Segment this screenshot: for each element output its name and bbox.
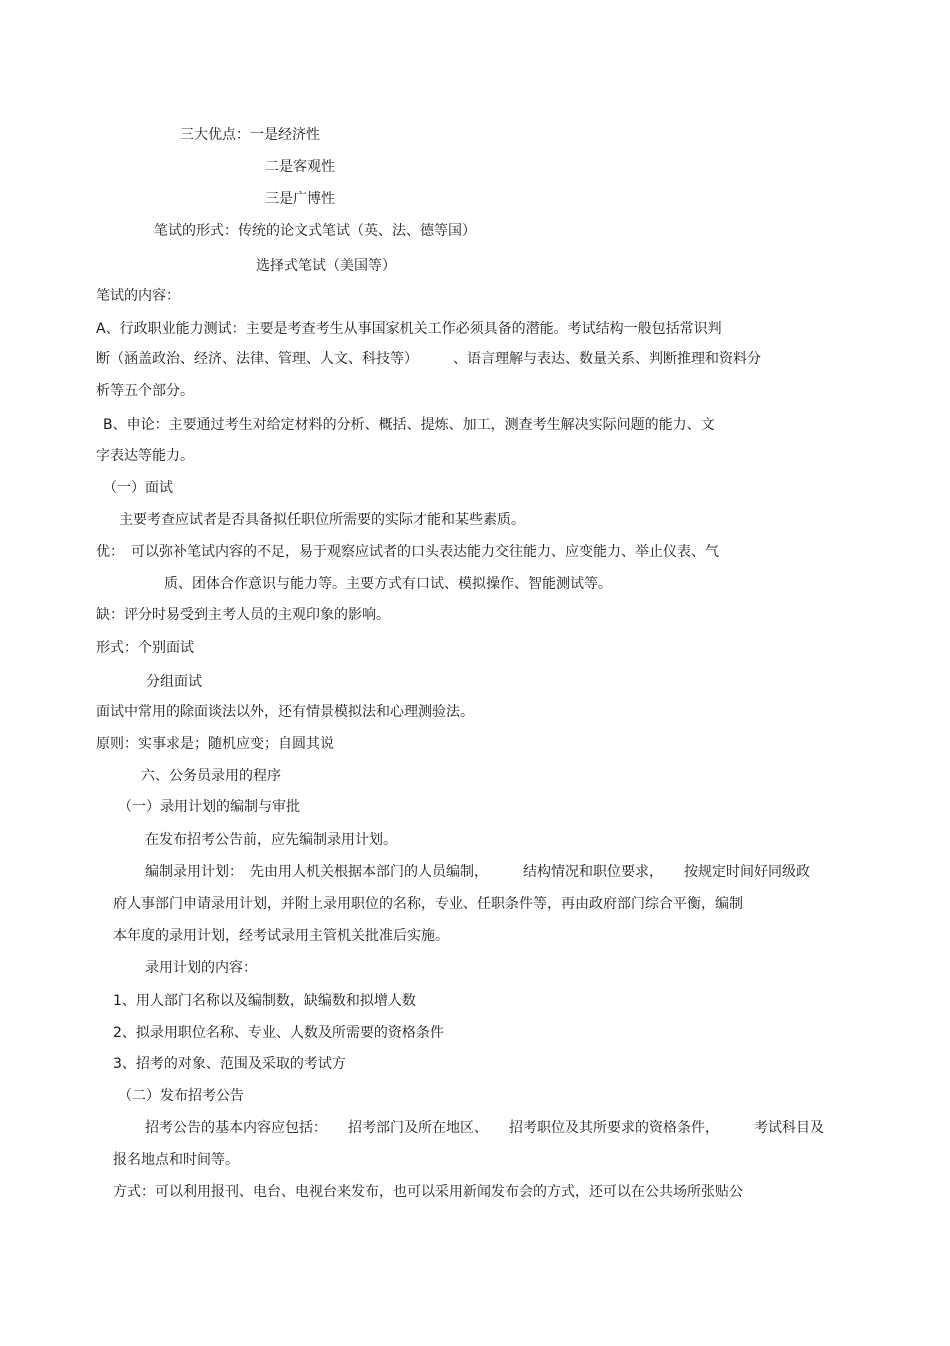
text-line: B、申论：主要通过考生对给定材料的分析、概括、提炼、加工，测查考生解决实际问题的能力、文 (103, 417, 715, 433)
text-line: 选择式笔试（美国等） (256, 258, 396, 274)
text-line: 主要考查应试者是否具备拟任职位所需要的实际才能和某些素质。 (119, 512, 525, 528)
text-line: 府人事部门申请录用计划，并附上录用职位的名称，专业、任职条件等，再由政府部门综合平衡，编制 (113, 896, 743, 912)
text-line: 笔试的形式：传统的论文式笔试（英、法、德等国） (154, 223, 476, 239)
text-line: 三大优点：一是经济性 (180, 127, 320, 143)
text-line: 方式：可以利用报刊、电台、电视台来发布，也可以采用新闻发布会的方式，还可以在公共场所张贴公 (113, 1184, 743, 1200)
text-line: 形式：个别面试 (96, 640, 194, 656)
text-line: A、行政职业能力测试：主要是考查考生从事国家机关工作必须具备的潜能。考试结构一般包括常识判 (96, 321, 722, 337)
text-line: 2、拟录用职位名称、专业、人数及所需要的资格条件 (113, 1025, 444, 1041)
text-line: 笔试的内容： (96, 288, 180, 304)
text-line: （二）发布招考公告 (118, 1088, 244, 1104)
text-line: 原则：实事求是；随机应变；自圆其说 (96, 736, 334, 752)
text-line: 六、公务员录用的程序 (141, 768, 281, 784)
text-line: 二是客观性 (265, 159, 335, 175)
text-line: 质、团体合作意识与能力等。主要方式有口试、模拟操作、智能测试等。 (164, 576, 612, 592)
text-line: 在发布招考公告前，应先编制录用计划。 (145, 832, 397, 848)
text-line: 编制录用计划： 先由用人机关根据本部门的人员编制， 结构情况和职位要求， 按规定时间好同级政 (145, 864, 810, 880)
text-line: 面试中常用的除面谈法以外，还有情景模拟法和心理测验法。 (96, 704, 474, 720)
text-line: 1、用人部门名称以及编制数，缺编数和拟增人数 (113, 993, 416, 1009)
text-line: 录用计划的内容： (145, 960, 257, 976)
text-line: 析等五个部分。 (96, 383, 194, 399)
text-line: 招考公告的基本内容应包括： 招考部门及所在地区、 招考职位及其所要求的资格条件， 考试科目及 (145, 1120, 824, 1136)
text-line: 缺：评分时易受到主考人员的主观印象的影响。 (96, 607, 390, 623)
text-line: 分组面试 (146, 674, 202, 690)
text-line: （一）面试 (103, 480, 173, 496)
text-line: 断（涵盖政治、经济、法律、管理、人文、科技等） 、语言理解与表达、数量关系、判断推理和资料分 (96, 351, 761, 367)
text-line: 优： 可以弥补笔试内容的不足，易于观察应试者的口头表达能力交往能力、应变能力、举止仪表、气 (96, 544, 719, 560)
text-line: （一）录用计划的编制与审批 (118, 799, 300, 815)
text-line: 报名地点和时间等。 (113, 1152, 239, 1168)
text-line: 字表达等能力。 (96, 448, 194, 464)
text-line: 三是广博性 (265, 191, 335, 207)
text-line: 3、招考的对象、范围及采取的考试方 (113, 1056, 346, 1072)
text-line: 本年度的录用计划，经考试录用主管机关批准后实施。 (113, 928, 449, 944)
